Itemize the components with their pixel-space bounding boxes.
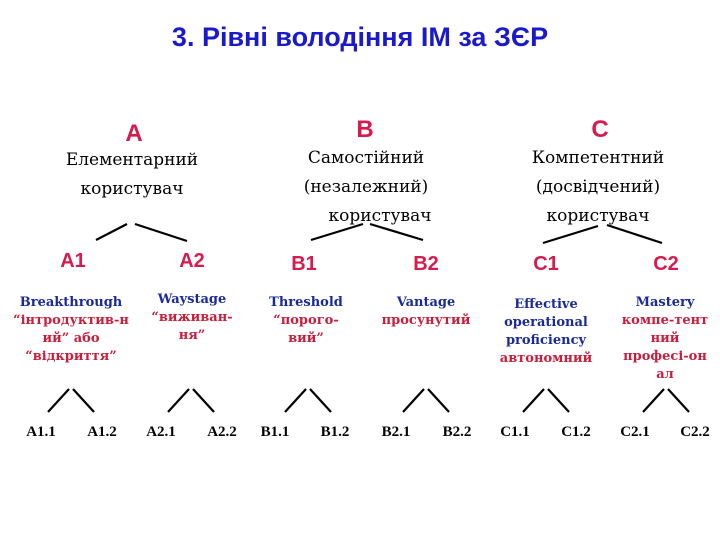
- sublevel-a1-1: A1.1: [26, 424, 56, 440]
- level-a1-line3: “відкриття”: [25, 349, 117, 364]
- level-c2-line1: компе-тент: [621, 313, 709, 328]
- level-b2-english: Vantage: [396, 295, 456, 310]
- group-c-label: [488, 144, 708, 231]
- level-c1-english3: proficiency: [505, 333, 587, 348]
- level-b1-english: Threshold: [269, 295, 343, 310]
- connector-a1-left: [48, 389, 69, 412]
- group-b-label: [256, 144, 476, 231]
- level-a2-line2: ня”: [178, 328, 206, 343]
- connector-c1-left: [523, 389, 544, 412]
- sublevel-b1-1: B1.1: [260, 424, 290, 440]
- level-a2-line1: “виживан-: [151, 310, 233, 325]
- group-c-letter: C: [591, 116, 609, 143]
- level-a2-english: Waystage: [157, 292, 227, 307]
- level-b1-line1: “порого-: [273, 313, 339, 328]
- connector-b1-right: [310, 389, 331, 412]
- sublevel-c1-2: C1.2: [561, 424, 591, 440]
- level-c2-line4: ал: [656, 367, 674, 382]
- connector-a-left: [96, 224, 127, 240]
- group-b-line2: (незалежний): [303, 177, 429, 197]
- connector-b1-left: [285, 389, 306, 412]
- group-c-line2: (досвідчений): [535, 177, 661, 197]
- connector-c2-left: [643, 389, 664, 412]
- level-c2-line3: професі-он: [623, 349, 707, 364]
- level-c2-line2: ний: [650, 331, 680, 346]
- level-b2-code: B2: [413, 253, 439, 275]
- level-c1-english: Effective: [514, 297, 578, 312]
- level-a1-code: A1: [60, 250, 86, 272]
- connector-a-right: [135, 224, 187, 241]
- connector-a1-right: [73, 389, 94, 412]
- sublevel-b2-1: B2.1: [381, 424, 411, 440]
- group-a-label: [22, 146, 242, 204]
- group-c-line3: користувач: [546, 206, 650, 226]
- sublevel-a1-2: A1.2: [87, 424, 117, 440]
- sublevel-a2-1: A2.1: [146, 424, 176, 440]
- level-a2-code: A2: [179, 250, 205, 272]
- level-a1-description: [9, 294, 133, 366]
- group-b-line1: Самостійний: [307, 148, 425, 168]
- level-c1-english2: operational: [504, 315, 588, 330]
- sublevel-b1-2: B1.2: [320, 424, 350, 440]
- connector-c1-right: [548, 389, 569, 412]
- level-a2-description: [130, 291, 254, 345]
- group-a-line2: користувач: [80, 179, 184, 199]
- connector-c2-right: [668, 389, 689, 412]
- level-b1-line2: вий”: [288, 331, 324, 346]
- group-b-letter: B: [356, 116, 374, 143]
- group-a-letter: A: [125, 120, 143, 147]
- sublevel-a2-2: A2.2: [207, 424, 237, 440]
- group-a-line1: Елементарний: [65, 150, 199, 170]
- level-b2-description: [364, 294, 488, 330]
- level-c1-code: C1: [533, 253, 559, 275]
- group-c-line1: Компетентний: [531, 148, 665, 168]
- connector-a2-right: [193, 389, 214, 412]
- level-c2-description: [603, 294, 720, 384]
- sublevel-c2-1: C2.1: [620, 424, 650, 440]
- level-c1-line1: автономний: [499, 351, 593, 366]
- connector-a2-left: [168, 389, 189, 412]
- sublevel-c2-2: C2.2: [680, 424, 710, 440]
- level-b1-code: B1: [291, 253, 317, 275]
- level-b1-description: [244, 294, 368, 348]
- level-b2-line1: просунутий: [381, 313, 471, 328]
- sublevel-c1-1: C1.1: [500, 424, 530, 440]
- level-c1-description: [484, 296, 608, 368]
- group-b-line3: користувач: [328, 206, 432, 226]
- connector-b2-left: [403, 389, 424, 412]
- level-a1-line2: ий” або: [42, 331, 100, 346]
- level-a1-line1: “інтродуктив-н: [13, 313, 129, 328]
- level-a1-english: Breakthrough: [19, 295, 123, 310]
- level-c2-english: Mastery: [635, 295, 695, 310]
- connector-b2-right: [428, 389, 449, 412]
- level-c2-code: C2: [653, 253, 679, 275]
- page-title: 3. Рівні володіння ІМ за ЗЄР: [171, 22, 549, 52]
- sublevel-b2-2: B2.2: [442, 424, 472, 440]
